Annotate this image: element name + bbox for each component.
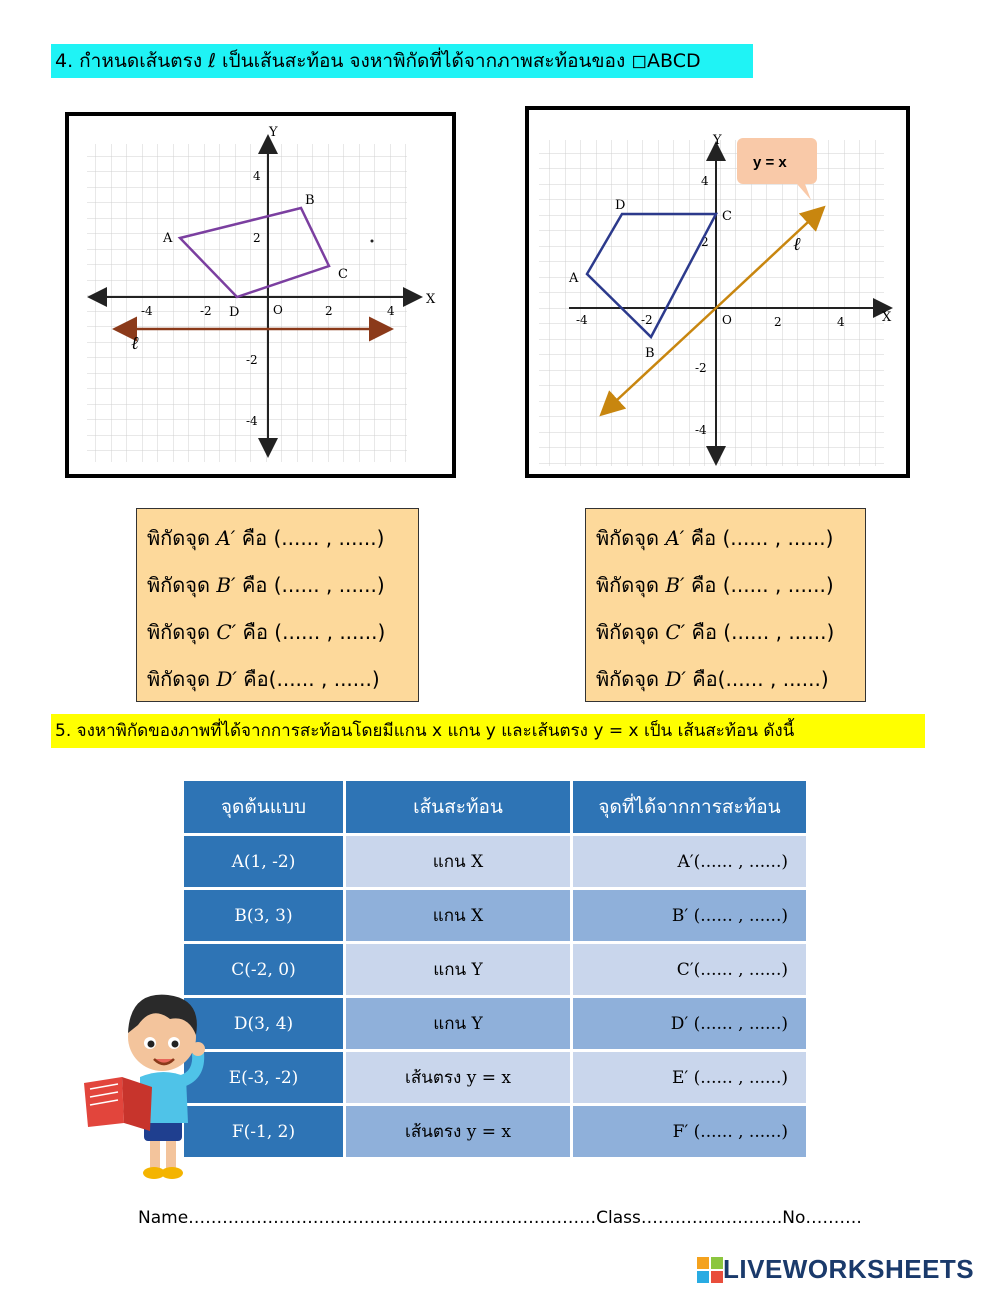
table-row: [184, 998, 806, 1049]
answer-blank[interactable]: คือ (...... , ......): [684, 573, 834, 597]
point-a-label: A: [163, 231, 173, 246]
point-d-label: D: [229, 305, 240, 320]
point-a-label: A: [569, 271, 579, 286]
reflection-line-cell: แกน X: [346, 836, 570, 887]
result-input-cell[interactable]: E′ (...... , ......): [573, 1052, 806, 1103]
x-tick: 4: [837, 315, 845, 329]
x-tick: 4: [387, 304, 395, 318]
reflection-line-cell: เส้นตรง y = x: [346, 1052, 570, 1103]
graph-1-frame: [65, 112, 456, 478]
original-point-cell: B(3, 3): [184, 890, 343, 941]
result-input-cell[interactable]: C′(...... , ......): [573, 944, 806, 995]
student-info-line[interactable]: Name………………………………………………………………Class…………………….No……….: [138, 1208, 862, 1228]
answer-line: พิกัดจุด C′ คือ (...... , ......): [147, 620, 386, 644]
result-input-cell[interactable]: A′(...... , ......): [573, 836, 806, 887]
x-tick: 2: [774, 315, 782, 329]
y-tick: 2: [253, 231, 261, 245]
answer-box-left: [136, 508, 419, 702]
origin-label: O: [722, 313, 732, 327]
answer-line: พิกัดจุด D′ คือ(...... , ......): [596, 667, 829, 691]
original-point-cell: F(-1, 2): [184, 1106, 343, 1157]
y-axis-label: Y: [713, 133, 722, 148]
original-point-cell: C(-2, 0): [184, 944, 343, 995]
answer-blank[interactable]: คือ (...... , ......): [684, 526, 834, 550]
reflection-line-cell: แกน Y: [346, 944, 570, 995]
answer-blank[interactable]: คือ(...... , ......): [236, 667, 380, 691]
answer-blank[interactable]: คือ (...... , ......): [685, 620, 835, 644]
answer-line: พิกัดจุด C′ คือ (...... , ......): [596, 620, 835, 644]
callout-text: y = x: [753, 154, 787, 171]
header-result-point: จุดที่ได้จากการสะท้อน: [573, 781, 806, 833]
line-l-label: ℓ: [131, 333, 139, 354]
y-tick: 2: [701, 235, 709, 249]
answer-blank[interactable]: คือ(...... , ......): [685, 667, 829, 691]
result-input-cell[interactable]: F′ (...... , ......): [573, 1106, 806, 1157]
table-row: [184, 890, 806, 941]
point-c-label: C: [722, 209, 732, 224]
answer-line: พิกัดจุด B′ คือ (...... , ......): [147, 573, 385, 597]
y-axis-label: Y: [269, 125, 278, 140]
header-original-point: จุดต้นแบบ: [184, 781, 343, 833]
point-b-label: B: [305, 193, 315, 208]
reflection-table: [181, 778, 809, 1160]
graph-1: [69, 116, 452, 474]
reading-boy-illustration: [78, 985, 213, 1185]
result-input-cell[interactable]: B′ (...... , ......): [573, 890, 806, 941]
table-row: [184, 1106, 806, 1157]
original-point-cell: D(3, 4): [184, 998, 343, 1049]
y-tick: 4: [701, 174, 709, 188]
answer-blank[interactable]: คือ (...... , ......): [235, 526, 385, 550]
point-b-label: B: [645, 346, 655, 361]
liveworksheets-logo: [697, 1254, 974, 1285]
y-tick: -2: [246, 353, 258, 367]
answer-blank[interactable]: คือ (...... , ......): [235, 573, 385, 597]
table-header-row: [184, 781, 806, 833]
reflection-line-cell: แกน Y: [346, 998, 570, 1049]
graph-2-frame: [525, 106, 910, 478]
origin-label: O: [273, 303, 283, 317]
answer-box-right: [585, 508, 866, 702]
question-4-title: 4. กำหนดเส้นตรง ℓ เป็นเส้นสะท้อน จงหาพิกัดที่ได้จากภาพสะท้อนของ ◻ABCD: [51, 44, 753, 78]
y-tick: -4: [695, 423, 707, 437]
header-reflection-line: เส้นสะท้อน: [346, 781, 570, 833]
x-tick: -2: [200, 304, 212, 318]
answer-blank[interactable]: คือ (...... , ......): [236, 620, 386, 644]
y-tick: 4: [253, 169, 261, 183]
x-tick: -4: [141, 304, 153, 318]
reflection-line-cell: เส้นตรง y = x: [346, 1106, 570, 1157]
original-point-cell: E(-3, -2): [184, 1052, 343, 1103]
graph-2: [529, 110, 906, 474]
answer-line: พิกัดจุด A′ คือ (...... , ......): [596, 526, 834, 550]
svg-text:-2: -2: [641, 313, 653, 327]
table-row: [184, 836, 806, 887]
y-tick: -4: [246, 414, 258, 428]
x-axis-label: X: [426, 292, 436, 307]
answer-line: พิกัดจุด B′ คือ (...... , ......): [596, 573, 834, 597]
brand-text: LIVEWORKSHEETS: [723, 1254, 975, 1284]
svg-text:-4: -4: [576, 313, 588, 327]
answer-line: พิกัดจุด A′ คือ (...... , ......): [147, 526, 385, 550]
reflection-line-cell: แกน X: [346, 890, 570, 941]
liveworksheets-logo-icon: [697, 1257, 723, 1283]
question-5-title: 5. จงหาพิกัดของภาพที่ได้จากการสะท้อนโดยมีแกน x แกน y และเส้นตรง y = x เป็น เส้นสะท้อน ดังนี้: [51, 714, 925, 748]
line-l-label: ℓ: [793, 234, 801, 255]
result-input-cell[interactable]: D′ (...... , ......): [573, 998, 806, 1049]
table-row: [184, 1052, 806, 1103]
table-row: [184, 944, 806, 995]
point-c-label: C: [338, 267, 348, 282]
answer-line: พิกัดจุด D′ คือ(...... , ......): [147, 667, 380, 691]
original-point-cell: A(1, -2): [184, 836, 343, 887]
x-tick: 2: [325, 304, 333, 318]
y-tick: -2: [695, 361, 707, 375]
point-d-label: D: [615, 198, 626, 213]
x-axis-label: X: [882, 310, 892, 325]
